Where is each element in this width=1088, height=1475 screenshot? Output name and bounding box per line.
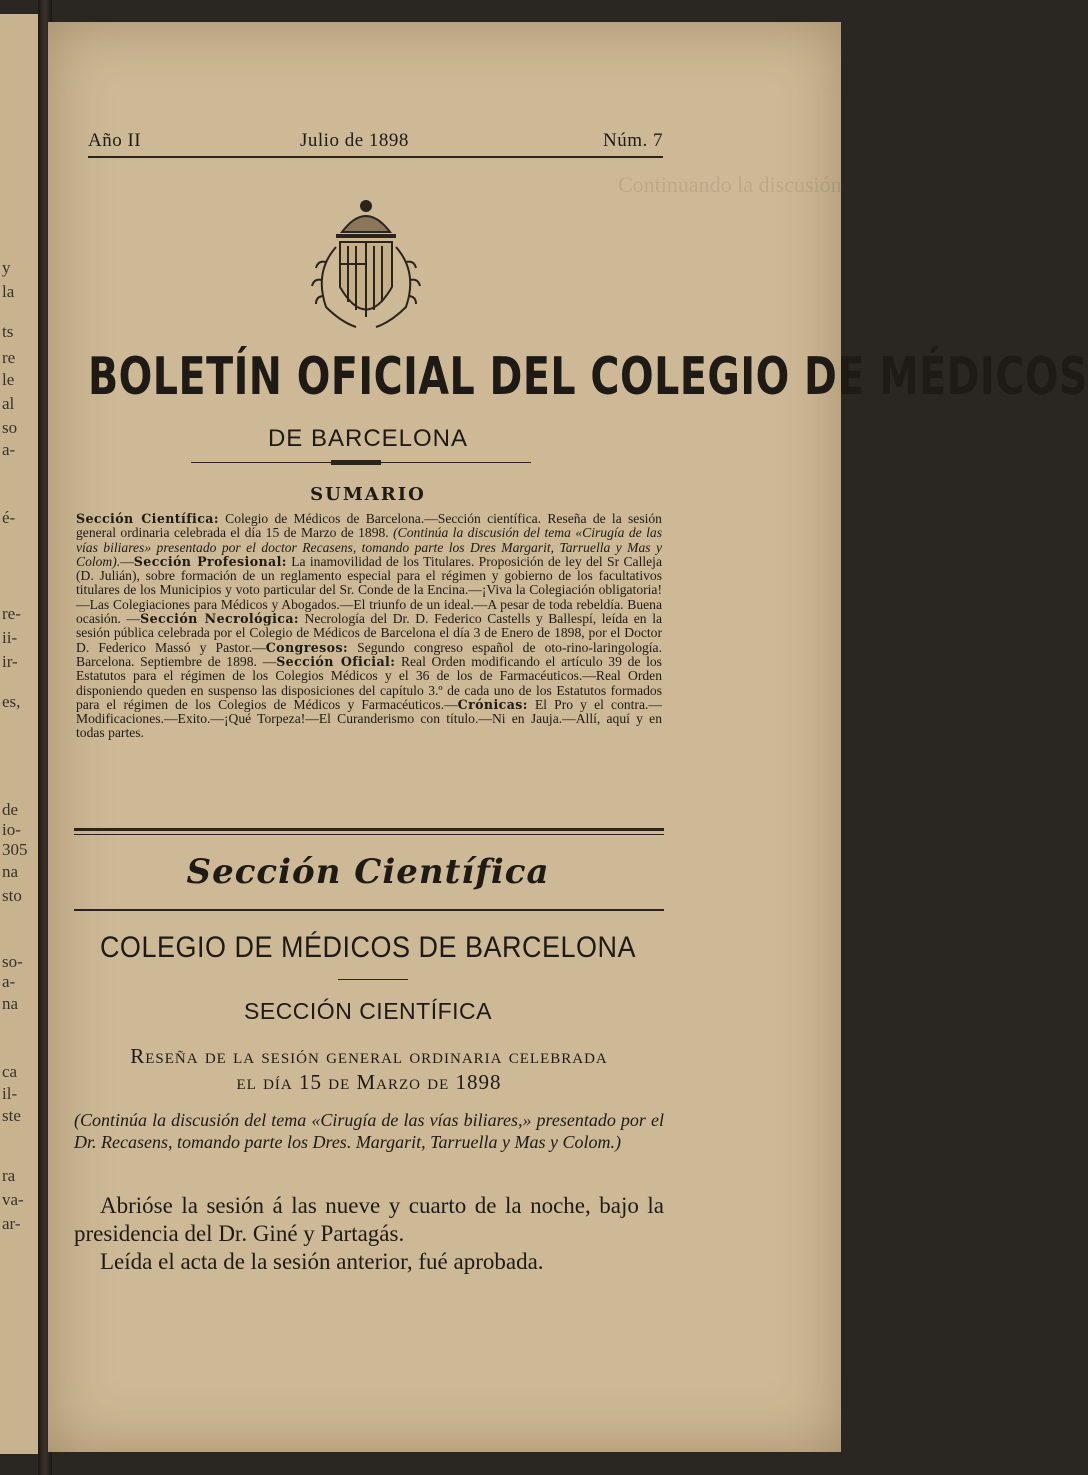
subsection-heading: SECCIÓN CIENTÍFICA <box>244 998 492 1024</box>
left-page-fragment: il- <box>2 1084 18 1103</box>
summary-section-label: Sección Necrológica: <box>140 611 299 627</box>
left-page-fragment: so- <box>2 952 23 971</box>
summary-segment: — <box>444 696 458 712</box>
header-year: Año II <box>88 130 142 151</box>
left-page-fragment: y <box>2 258 11 277</box>
left-page-fragment: al <box>2 394 15 413</box>
summary-segment: — <box>256 653 277 669</box>
left-page-fragment: é- <box>2 508 16 527</box>
left-page-fragment: ir- <box>2 652 18 671</box>
left-page-fragment: le <box>2 370 15 389</box>
left-page-fragment: a- <box>2 440 16 459</box>
barcelona-coat-of-arms-icon <box>296 192 436 342</box>
left-page-fragment: sto <box>2 886 22 905</box>
summary-rule-bottom <box>74 834 664 835</box>
header-date: Julio de 1898 <box>300 130 409 151</box>
summary-section-label: Congresos: <box>265 639 349 655</box>
left-page-fragment: so <box>2 418 18 437</box>
summary-segment: El Pro y el contra.—Modificaciones.—Exito.—¡Qué Torpeza!—El Curanderismo con título.—Ni en Jauja.—Allí, aquí y en todas partes. <box>76 696 662 741</box>
summary-text <box>76 512 662 741</box>
summary-segment: — <box>120 553 134 569</box>
college-heading: COLEGIO DE MÉDICOS DE BARCELONA <box>99 930 637 964</box>
summary-segment: Segundo congreso español de oto-rino-laringología. Barcelona. Septiembre de 1898. <box>76 639 662 669</box>
college-rule <box>338 979 408 980</box>
masthead-rule-ornament <box>331 460 381 465</box>
left-page-fragment: 305 <box>2 840 28 859</box>
summary-rule-top <box>74 828 664 831</box>
masthead-subtitle: DE BARCELONA <box>267 425 469 452</box>
summary-segment: — <box>252 639 266 655</box>
bleed-through-text: Continuando la discusión <box>618 172 842 197</box>
report-title-line2: el día 15 de Marzo de 1898 <box>236 1070 502 1094</box>
left-page-fragment: ca <box>2 1062 18 1081</box>
summary-segment: Real Orden modificando el artículo 39 de los Estatutos para el régimen de los Colegios Médicos y el 36 de los de Farmacéuticos.—Real Orden disponiendo queden en suspenso las disposiciones del capítulo 3.º de cada uno de los Estatutos formados para el régimen de los Colegios de Médicos y Farmacéuticos. <box>76 653 662 712</box>
summary-section-label: Sección Oficial: <box>276 653 396 669</box>
left-page-fragment: es, <box>2 692 21 711</box>
page-header <box>88 130 663 154</box>
summary-segment: Necrología del Dr. D. Federico Castells y Ballespí, leída en la sesión pública celebrada por el Colegio de Médicos de Barcelona el día 3 de Enero de 1898, por el Doctor D. Federico Massó y Pastor. <box>76 611 662 655</box>
left-page-fragment: na <box>2 994 19 1013</box>
summary-segment: — <box>120 611 141 627</box>
summary-segment: (Continúa la discusión del tema «Cirugía de las vías biliares» presentado por el doctor Recasens, tomando parte los Dres Margarit, Tarruella y Mas y Colom). <box>76 525 662 569</box>
left-page-fragment: na <box>2 862 19 881</box>
left-page-fragment: re- <box>2 604 21 623</box>
header-rule <box>88 156 663 158</box>
left-page-fragment: ii- <box>2 628 18 647</box>
section-heading: Sección Científica <box>186 852 550 892</box>
section-rule <box>74 909 664 911</box>
masthead-title: BOLETÍN OFICIAL DEL COLEGIO DE MÉDICOS <box>88 347 1088 408</box>
paragraph-minutes: Leída el acta de la sesión anterior, fué aprobada. <box>100 1249 544 1274</box>
left-page-fragment: ts <box>2 322 14 341</box>
header-number: Núm. 7 <box>603 130 663 151</box>
summary-segment: La inamovilidad de los Titulares. Proposición de ley del Sr Calleja (D. Julián), sobre formación de un reglamento especial para el régimen y gobierno de los facultativos titulares de los Municipios y voto particular del Sr. Conde de la Encina.—¡Viva la Colegiación obligatoria!—Las Colegiaciones para Médicos y Abogados.—El triunfo de un ideal.—A pesar de toda rebeldía. Buena ocasión. <box>76 553 662 627</box>
left-page-fragment: va- <box>2 1190 24 1209</box>
discussion-note: (Continúa la discusión del tema «Cirugía de las vías biliares,» presentado por el Dr. Recasens, tomando parte los Dres. Margarit, Tarruella y Mas y Colom.) <box>74 1110 664 1152</box>
left-page-fragment: la <box>2 282 15 301</box>
summary-segment: Colegio de Médicos de Barcelona.—Sección científica. Reseña de la sesión general ordinaria celebrada el día 15 de Marzo de 1898. <box>76 511 662 541</box>
left-page-fragment: io- <box>2 820 21 839</box>
left-page-fragment: ste <box>2 1106 21 1125</box>
left-page-fragment: de <box>2 800 19 819</box>
summary-section-label: Crónicas: <box>457 696 528 712</box>
summary-section-label: Sección Profesional: <box>133 553 287 569</box>
left-page-fragment: a- <box>2 972 16 991</box>
report-title-line1: Reseña de la sesión general ordinaria celebrada <box>130 1044 608 1068</box>
left-page-fragment: re <box>2 348 16 367</box>
left-page-fragment: ra <box>2 1166 16 1185</box>
article-body <box>74 1192 664 1276</box>
summary-heading: SUMARIO <box>310 484 426 505</box>
left-page-fragment: ar- <box>2 1214 21 1233</box>
journal-page <box>48 22 1088 1452</box>
paragraph-opening: Abrióse la sesión á las nueve y cuarto de la noche, bajo la presidencia del Dr. Giné y Partagás. <box>74 1193 664 1246</box>
summary-section-label: Sección Científica: <box>76 511 219 526</box>
